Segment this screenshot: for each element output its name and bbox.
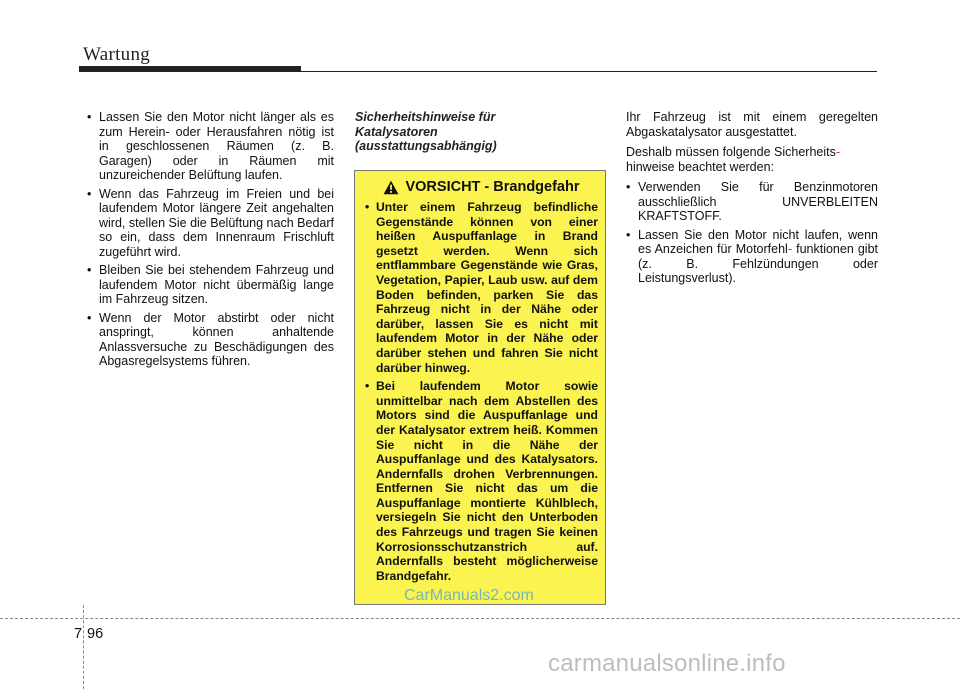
warning-triangle-icon [383,180,399,195]
list-item [626,228,878,286]
item-text: funktionen gibt (z. B. Fehlzündungen oder Leistungsverlust). [638,242,879,285]
paragraph-text: hinweise beachtet werden: [626,159,775,174]
heading-line: Katalysatoren [355,124,438,139]
list-item: • Verwenden Sie für Benzinmotoren ausschließlich UNVERBLEITEN KRAFTSTOFF. [626,180,878,224]
paragraph-text: Deshalb müssen folgende Sicherheits [626,145,836,159]
warning-header [365,179,598,195]
warning-item: • Unter einem Fahrzeug befindliche Gegenstände können von einer heißen Auspuffanlage in Brand gesetzt werden. Wenn sich entflammbare Gegenstände wie Gras, Vegetation, Papier, Laub usw. auf dem Boden befinden, parken Sie das Fahrzeug nicht in der Nähe oder darüber, lassen Sie es nicht mit laufendem Motor in der Nähe oder darüber stehen und fahren Sie nicht darüber hinweg. [365,200,598,375]
hyphen-mark: - [787,242,792,256]
heading-line: (ausstattungsabhängig) [355,139,497,153]
left-bullet-list [87,110,334,369]
footer-vertical-guide [83,605,85,689]
heading-line: Sicherheitshinweise für [355,110,496,124]
instruction-paragraph [626,145,878,174]
warning-list [365,200,598,583]
catalyst-safety-heading [355,110,595,154]
page-number [73,626,103,642]
warning-title: VORSICHT - Brandgefahr [405,179,580,195]
right-bullet-list [626,180,878,286]
intro-paragraph: Ihr Fahrzeug ist mit einem geregelten Abgaskatalysator ausgestattet. [626,110,878,139]
right-column [626,110,878,290]
section-title: Wartung [83,44,151,65]
header-divider [79,71,877,72]
list-item: • Wenn das Fahrzeug im Freien und bei laufendem Motor längere Zeit angehalten wird, stellen Sie die Belüftung nach Bedarf so ein, dass dem Innenraum Frischluft zugeführt wird. [87,187,334,260]
warning-item: • Bei laufendem Motor sowie unmittelbar nach dem Abstellen des Motors sind die Auspuffanlage und der Katalysator extrem heiß. Kommen Sie nicht in die Nähe der Auspuffanlage und des Katalysators. Andernfalls drohen Verbrennungen. Entfernen Sie nicht das um die Auspuffanlage montierte Kühlblech, versiegeln Sie nicht den Unterboden des Fahrzeugs und tragen Sie keinen Korrosionsschutzanstrich auf. Andernfalls besteht möglicherweise Brandgefahr. [365,379,598,583]
hyphen-mark: - [835,145,841,159]
list-item: • Lassen Sie den Motor nicht länger als es zum Herein- oder Herausfahren nötig ist in geschlossenen Räumen (z. B. Garagen) oder in Räumen mit unzureichender Belüftung laufen. [87,110,334,183]
fire-warning-box [354,170,606,605]
footer-watermark: carmanualsonline.info [548,650,786,677]
inline-watermark: CarManuals2.com [404,587,534,604]
list-item: • Wenn der Motor abstirbt oder nicht anspringt, können anhaltende Anlassversuche zu Beschädigungen des Abgasregelsystems führen. [87,311,334,369]
page-index: 96 [87,626,104,642]
list-item: • Bleiben Sie bei stehendem Fahrzeug und laufendem Motor nicht übermäßig lange im Fahrzeug sitzen. [87,263,334,307]
left-column [87,110,334,373]
chapter-number: 7 [73,626,83,642]
item-text: Lassen Sie den Motor nicht laufen, wenn es Anzeichen für Motorfehl [638,227,878,256]
footer-divider [0,618,960,620]
